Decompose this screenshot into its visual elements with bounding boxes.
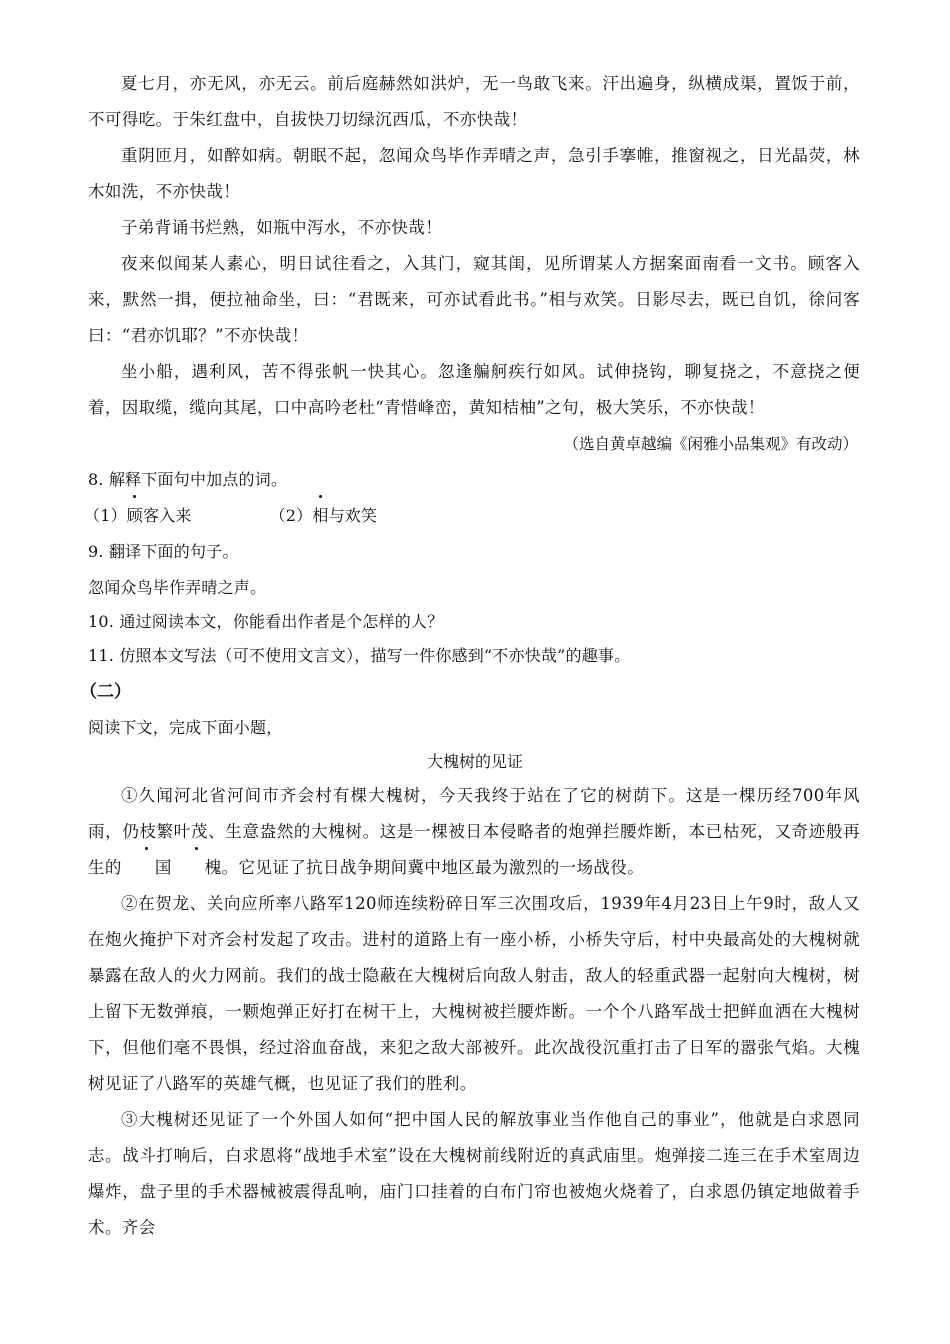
question-11: 11. 仿照本文写法（可不使用文言文），描写一件你感到“不亦快哉”的趣事。: [88, 646, 631, 665]
question-9-sentence: 忽闻众鸟毕作弄晴之声。: [88, 578, 267, 597]
item-1-rest: 客入来: [142, 506, 192, 525]
item-2-prefix: （2）: [269, 506, 313, 525]
dotted-word: 槐: [172, 850, 222, 886]
article-paragraph-2: ②在贺龙、关向应所率八路军120师连续粉碎日军三次围攻后，1939年4月23日上午9时，敌人又在炮火掩护下对齐会村发起了攻击。进村的道路上有一座小桥，小桥失守后，村中央最高处的大槐树就暴露在敌人的火力网前。我们的战士隐蔽在大槐树后向敌人射击，敌人的轻重武器一起射向大槐树，树上留下无数弹痕，一颗炮弹正好打在树干上，大槐树被拦腰炸断。一个个八路军战士把鲜血洒在大槐树下，但他们毫不畏惧，经过浴血奋战，来犯之敌大部被歼。此次战役沉重打击了日军的嚣张气焰。大槐树见证了八路军的英雄气概，也见证了我们的胜利。: [88, 894, 860, 1093]
dotted-word: 国: [122, 850, 172, 886]
question-8-items: [84, 498, 377, 534]
dotted-word: 相: [312, 498, 328, 534]
question-10: 10. 通过阅读本文，你能看出作者是个怎样的人？: [88, 612, 444, 631]
question-9: 9. 翻译下面的句子。: [88, 542, 239, 561]
passage-paragraph: 夜来似闻某人素心，明日试往看之，入其门，窥其闺，见所谓某人方据案面南看一文书。顾客入来，默然一揖，便拉袖命坐，曰：“君既来，可亦试看此书。”相与欢笑。日影尽去，既已自饥，徐问客曰：“君亦饥耶？”不亦快哉！: [88, 254, 860, 345]
item-2-rest: 与欢笑: [328, 506, 378, 525]
passage-paragraph: 重阴匝月，如醉如病。朝眠不起，忽闻众鸟毕作弄晴之声，急引手搴帷，推窗视之，日光晶荧，林木如洗，不亦快哉！: [88, 146, 860, 201]
reading-instruction: 阅读下文，完成下面小题，: [88, 718, 283, 737]
passage-paragraph: 夏七月，亦无风，亦无云。前后庭赫然如洪炉，无一鸟敢飞来。汗出遍身，纵横成渠，置饭于前，不可得吃。于朱红盘中，自拔快刀切绿沉西瓜，不亦快哉！: [88, 74, 860, 129]
question-8: 8. 解释下面句中加点的词。: [88, 470, 288, 489]
passage-one: [88, 66, 860, 426]
passage-paragraph: 子弟背诵书烂熟，如瓶中泻水，不亦快哉！: [121, 218, 443, 237]
article-title: 大槐树的见证: [426, 752, 523, 771]
passage-two: [88, 778, 860, 1246]
item-1-prefix: （1）: [84, 506, 127, 525]
article-paragraph-3: ③大槐树还见证了一个外国人如何“把中国人民的解放事业当作他自己的事业”，他就是白求恩同志。战斗打响后，白求恩将“战地手术室”设在大槐树前线附近的真武庙里。炮弹接二连三在手术室周边爆炸，盘子里的手术器械被震得乱响，庙门口挂着的白布门帘也被炮火烧着了，白求恩仍镇定地做着手术。齐会: [88, 1110, 860, 1237]
passage-paragraph: 坐小船，遇利风，苦不得张帆一快其心。忽逢艑舸疾行如风。试伸挠钩，聊复挠之，不意挠之便着，因取缆，缆向其尾，口中高吟老杜“青惜峰峦，黄知桔柚”之句，极大笑乐，不亦快哉！: [88, 362, 860, 417]
dotted-word: 顾: [127, 498, 143, 534]
article-paragraph-1: ①久闻河北省河间市齐会村有棵大槐树，今天我终于站在了它的树荫下。这是一棵历经700年风雨，仍枝繁叶茂、生意盎然的大槐树。这是一棵被日本侵略者的炮弹拦腰炸断，本已枯死，又奇迹般再生的 国 槐。它见证了抗日战争期间冀中地区最为激烈的一场战役。: [88, 778, 860, 886]
section-heading: （二）: [80, 682, 131, 702]
source-citation: （选自黄卓越编《闲雅小品集观》有改动）: [563, 435, 858, 453]
